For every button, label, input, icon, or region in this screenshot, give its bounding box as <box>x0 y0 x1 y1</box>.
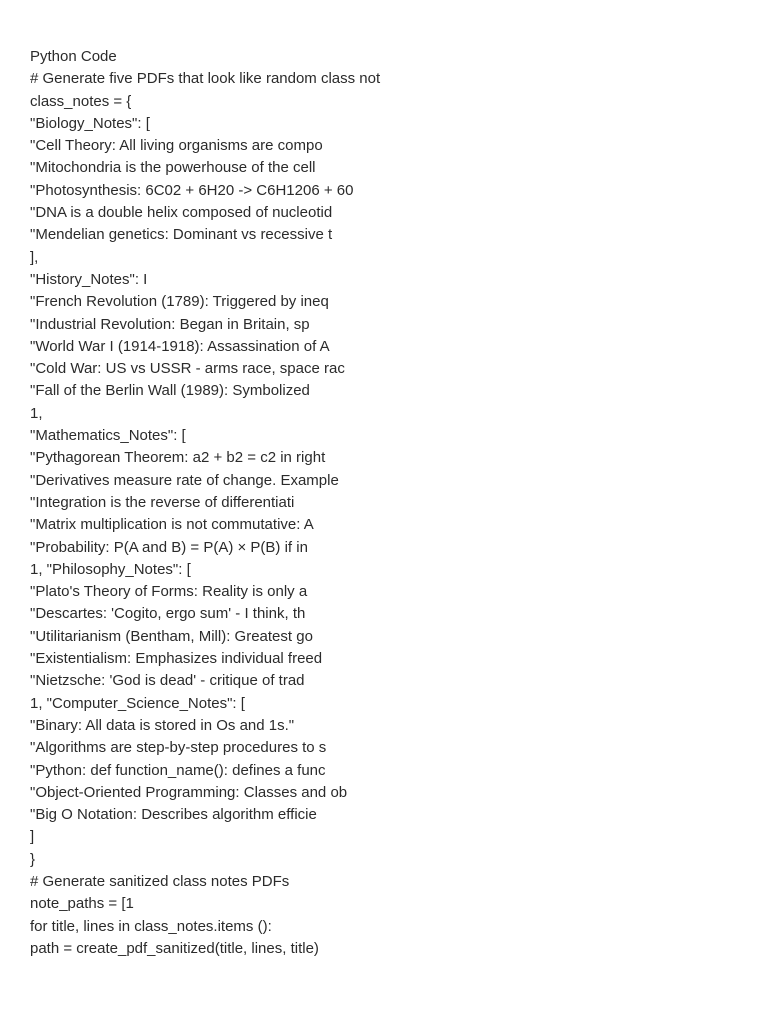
code-line: note_paths = [1 <box>30 895 134 913</box>
code-line: "World War I (1914-1918): Assassination of A <box>30 337 330 355</box>
code-line: "Derivatives measure rate of change. Example <box>30 471 339 489</box>
code-line: "Descartes: 'Cogito, ergo sum' - I think, th <box>30 605 306 623</box>
code-line: "Plato's Theory of Forms: Reality is only a <box>30 583 308 601</box>
code-line: "DNA is a double helix composed of nucleotid <box>30 204 333 222</box>
code-line: "Probability: P(A and B) = P(A) × P(B) if in <box>30 538 308 556</box>
code-line: "Integration is the reverse of differentiati <box>30 493 295 511</box>
code-line: "Biology_Notes": [ <box>30 114 150 132</box>
code-line: "Cold War: US vs USSR - arms race, space rac <box>30 360 345 378</box>
code-line: 1, <box>30 404 43 422</box>
code-line: "Python: def function_name(): defines a func <box>30 761 326 779</box>
code-line: for title, lines in class_notes.items (): <box>30 917 272 935</box>
code-line: "Utilitarianism (Bentham, Mill): Greatest go <box>30 627 313 645</box>
code-line: "Big O Notation: Describes algorithm efficie <box>30 806 317 824</box>
code-comment: # Generate five PDFs that look like random class not <box>30 70 381 88</box>
code-line: "Object-Oriented Programming: Classes and ob <box>30 783 348 801</box>
code-line: "Matrix multiplication is not commutative: A <box>30 516 314 534</box>
code-line: "Mathematics_Notes": [ <box>30 427 186 445</box>
code-line: ] <box>30 828 35 846</box>
code-line: } <box>30 850 36 868</box>
code-line: path = create_pdf_sanitized(title, lines, title) <box>30 939 319 957</box>
code-line: 1, "Computer_Science_Notes": [ <box>30 694 245 712</box>
code-line: "Mendelian genetics: Dominant vs recessive t <box>30 226 333 244</box>
doc-heading: Python Code <box>30 48 117 65</box>
code-line: "Industrial Revolution: Began in Britain, sp <box>30 315 310 333</box>
code-line: "Pythagorean Theorem: a2 + b2 = c2 in right <box>30 449 326 467</box>
code-document <box>30 46 750 960</box>
code-line: "Existentialism: Emphasizes individual freed <box>30 650 323 668</box>
code-line: "Binary: All data is stored in Os and 1s." <box>30 716 295 734</box>
code-line: "French Revolution (1789): Triggered by ineq <box>30 293 329 311</box>
code-comment: # Generate sanitized class notes PDFs <box>30 872 290 890</box>
code-line: ], <box>30 248 39 266</box>
code-line: "Fall of the Berlin Wall (1989): Symbolized <box>30 382 310 400</box>
code-line: "Algorithms are step-by-step procedures to s <box>30 739 327 757</box>
code-line: "History_Notes": I <box>30 270 148 288</box>
code-line: "Cell Theory: All living organisms are compo <box>30 137 323 155</box>
code-line: "Mitochondria is the powerhouse of the cell <box>30 159 316 177</box>
code-line: class_notes = { <box>30 92 132 110</box>
code-line: 1, "Philosophy_Notes": [ <box>30 560 191 578</box>
code-line: "Nietzsche: 'God is dead' - critique of trad <box>30 672 305 690</box>
code-line: "Photosynthesis: 6C02 + 6H20 -> C6H1206 + 60 <box>30 181 354 199</box>
